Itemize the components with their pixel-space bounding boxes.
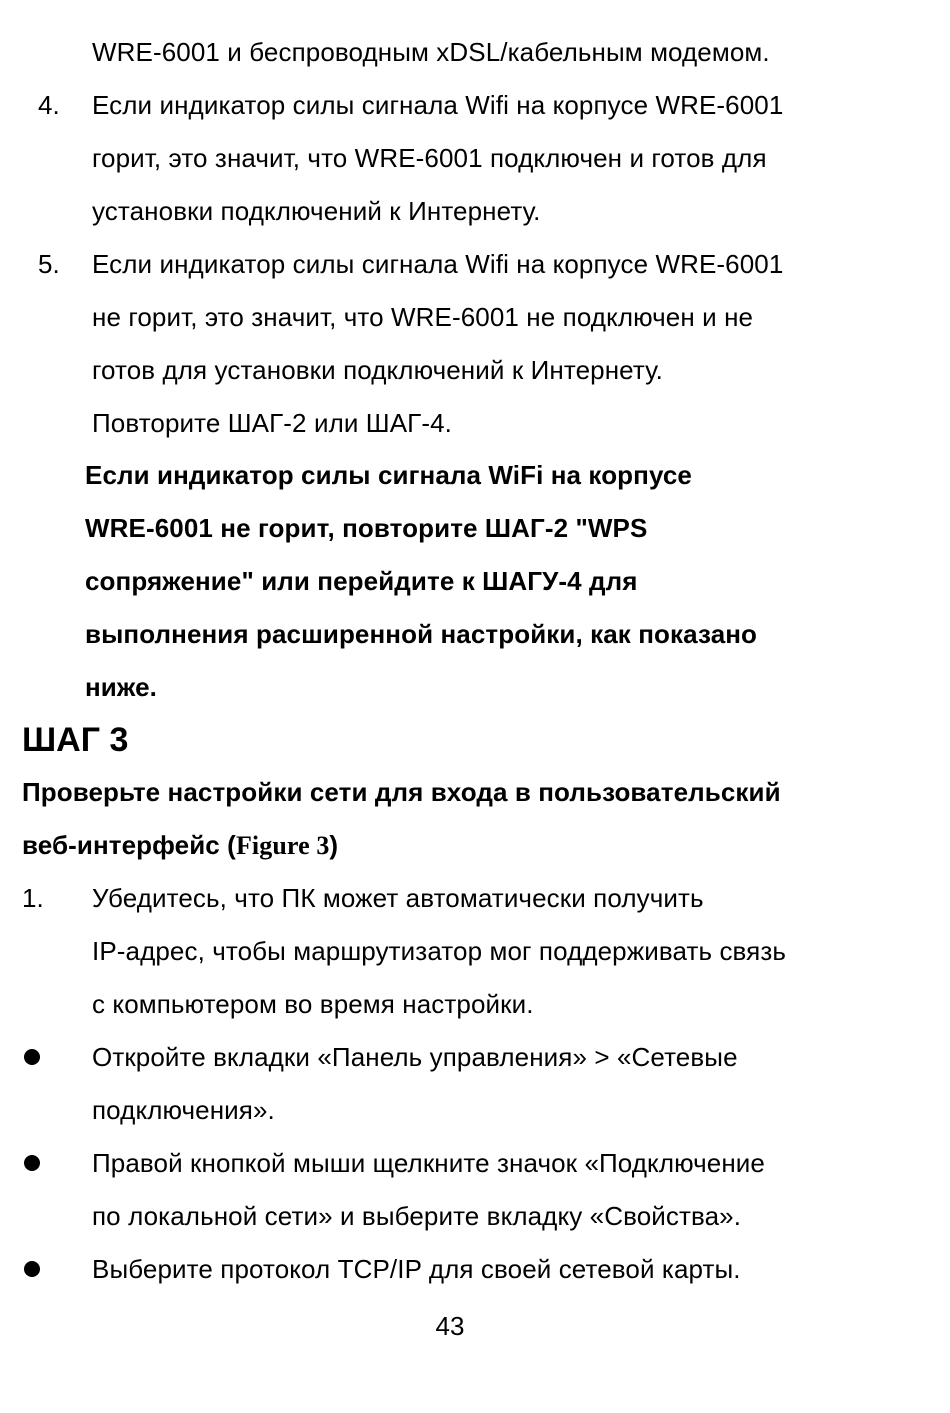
note-line-2: WRE-6001 не горит, повторите ШАГ-2 "WPS [85,513,648,543]
note-line-4: выполнения расширенной настройки, как показано [85,619,758,649]
bullet3-line-1: Выберите протокол TCP/IP для своей сетевой карты. [92,1254,741,1284]
step-subtitle-prefix: веб-интерфейс ( [22,830,236,860]
intro-continuation: WRE-6001 и беспроводным xDSL/кабельным модемом. [92,37,770,67]
note-line-1: Если индикатор силы сигнала WiFi на корпусе [85,460,692,490]
step-subtitle-line-2 [22,829,338,862]
item5-line-1: Если индикатор силы сигнала Wifi на корпусе WRE-6001 [92,249,784,279]
page-number: 43 [435,1311,465,1341]
bullet1-line-2: подключения». [92,1095,275,1125]
step-heading: ШАГ 3 [22,721,129,759]
note-line-3: сопряжение" или перейдите к ШАГУ-4 для [85,566,638,596]
step-subtitle-line-1: Проверьте настройки сети для входа в пользовательский [22,777,781,807]
bullet1-line-1: Откройте вкладки «Панель управления» > «Сетевые [92,1042,738,1072]
bullet-icon [24,1261,40,1277]
item4-line-3: установки подключений к Интернету. [92,196,541,226]
bullet-icon [24,1049,40,1065]
list-number-5: 5. [38,249,60,279]
list-number-1: 1. [22,883,44,913]
bullet-icon [24,1155,40,1171]
note-line-5: ниже. [85,672,157,702]
item5-line-4: Повторите ШАГ-2 или ШАГ-4. [92,408,452,438]
bullet2-line-2: по локальной сети» и выберите вкладку «Свойства». [92,1201,742,1231]
list-number-4: 4. [38,90,60,120]
item5-line-3: готов для установки подключений к Интернету. [92,355,663,385]
bullet2-line-1: Правой кнопкой мыши щелкните значок «Подключение [92,1148,765,1178]
item4-line-2: горит, это значит, что WRE-6001 подключен и готов для [92,143,767,173]
item4-line-1: Если индикатор силы сигнала Wifi на корпусе WRE-6001 [92,90,784,120]
step-subtitle-suffix: ) [329,830,339,860]
item1-line-2: IP-адрес, чтобы маршрутизатор мог поддерживать связь [92,936,787,966]
item1-line-1: Убедитесь, что ПК может автоматически получить [92,883,704,913]
figure-reference: Figure 3 [235,831,330,860]
item1-line-3: с компьютером во время настройки. [92,989,534,1019]
item5-line-2: не горит, это значит, что WRE-6001 не подключен и не [92,302,754,332]
